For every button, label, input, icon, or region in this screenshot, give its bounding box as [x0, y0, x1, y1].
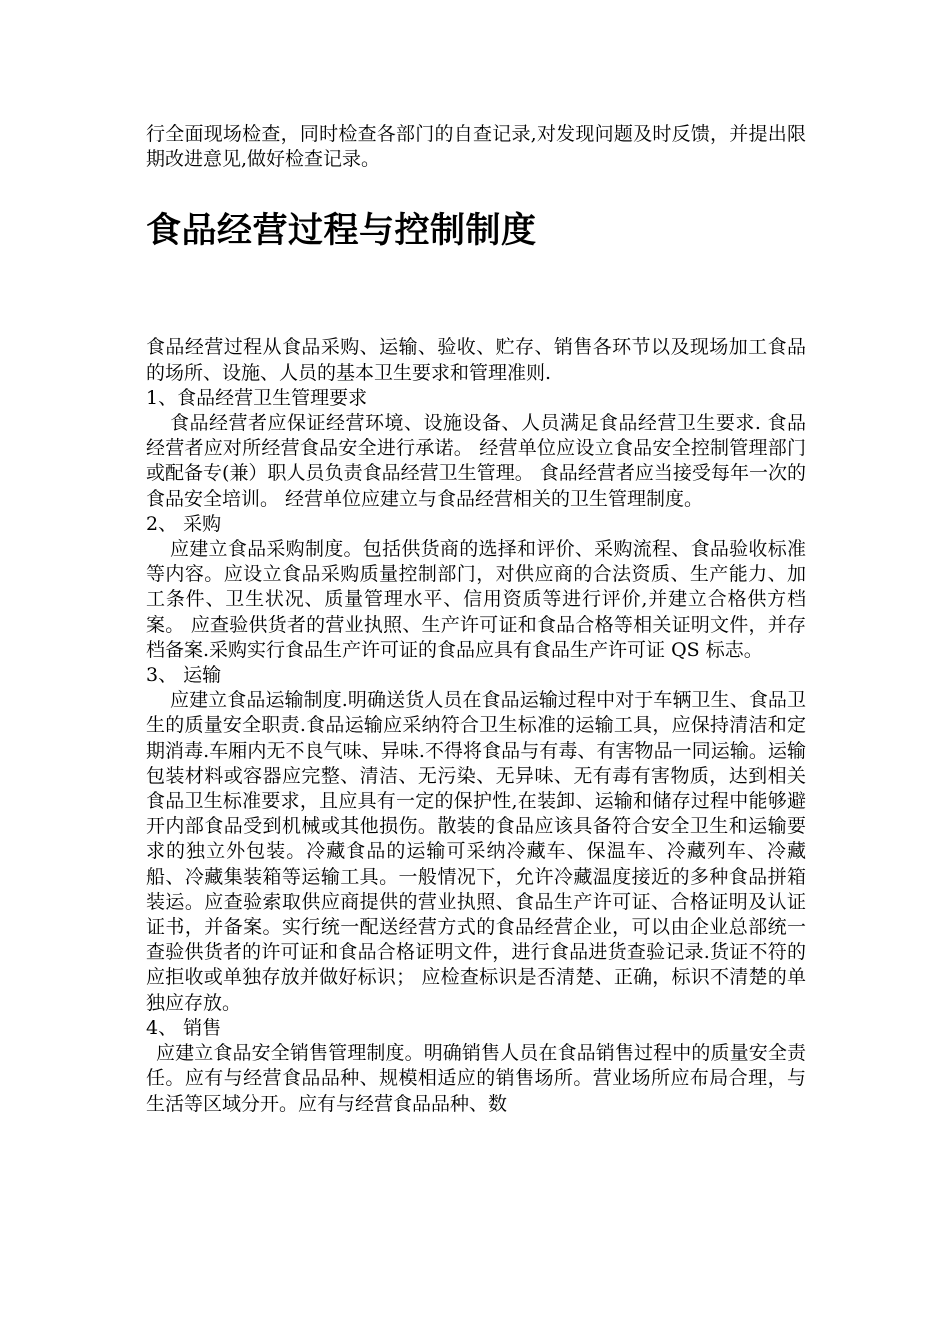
section-body-3: 应建立食品运输制度.明确送货人员在食品运输过程中对于车辆卫生、食品卫生的质量安全职责.食品运输应采纳符合卫生标准的运输工具，应保持清洁和定期消毒.车厢内无不良气味、异味.不得将食品与有毒、有害物品一同运输。运输包装材料或容器应完整、清洁、无污染、无异味、无有毒有害物质，达到相关食品卫生标准要求，且应具有一定的保护性,在装卸、运输和储存过程中能够避开内部食品受到机械或其他损伤。散装的食品应该具备符合安全卫生和运输要求的独立外包装。冷藏食品的运输可采纳冷藏车、保温车、冷藏列车、冷藏船、冷藏集装箱等运输工具。一般情况下，允许冷藏温度接近的多种食品拼箱装运。应查验索取供应商提供的营业执照、食品生产许可证、合格证明及认证证书，并备案。实行统一配送经营方式的食品经营企业，可以由企业总部统一查验供货者的许可证和食品合格证明文件，进行食品进货查验记录.货证不符的应拒收或单独存放并做好标识； 应检查标识是否清楚、正确，标识不清楚的单独应存放。: [146, 689, 806, 1014]
section-heading-1: 1、食品经营卫生管理要求: [146, 386, 368, 409]
section-body-1: 食品经营者应保证经营环境、设施设备、人员满足食品经营卫生要求. 食品经营者应对所经营食品安全进行承诺。 经营单位应设立食品安全控制管理部门或配备专(兼）职人员负责食品经营卫生管理。 食品经营者应当接受每年一次的食品安全培训。 经营单位应建立与食品经营相关的卫生管理制度。: [146, 412, 806, 510]
overview-paragraph: 食品经营过程从食品采购、运输、验收、贮存、销售各环节以及现场加工食品的场所、设施、人员的基本卫生要求和管理准则.: [146, 336, 806, 384]
intro-continuation: 行全面现场检查，同时检查各部门的自查记录,对发现问题及时反馈，并提出限期改进意见,做好检查记录。: [146, 123, 806, 171]
section-heading-3: 3、 运输: [146, 664, 222, 687]
section-heading-2: 2、 采购: [146, 512, 222, 535]
spacer: [146, 254, 806, 335]
document-page: [146, 122, 806, 1117]
section-body-2: 应建立食品采购制度。包括供货商的选择和评价、采购流程、食品验收标准等内容。应设立食品采购质量控制部门，对供应商的合法资质、生产能力、加工条件、卫生状况、质量管理水平、信用资质等进行评价,并建立合格供方档案。 应查验供货者的营业执照、生产许可证和食品合格等相关证明文件，并存档备案.采购实行食品生产许可证的食品应具有食品生产许可证 QS 标志。: [146, 538, 806, 661]
document-title: 食品经营过程与控制制度: [146, 211, 537, 252]
section-body-4: 应建立食品安全销售管理制度。明确销售人员在食品销售过程中的质量安全责任。应有与经营食品品种、规模相适应的销售场所。营业场所应布局合理，与生活等区域分开。应有与经营食品品种、数: [146, 1042, 806, 1115]
section-heading-4: 4、 销售: [146, 1016, 222, 1039]
